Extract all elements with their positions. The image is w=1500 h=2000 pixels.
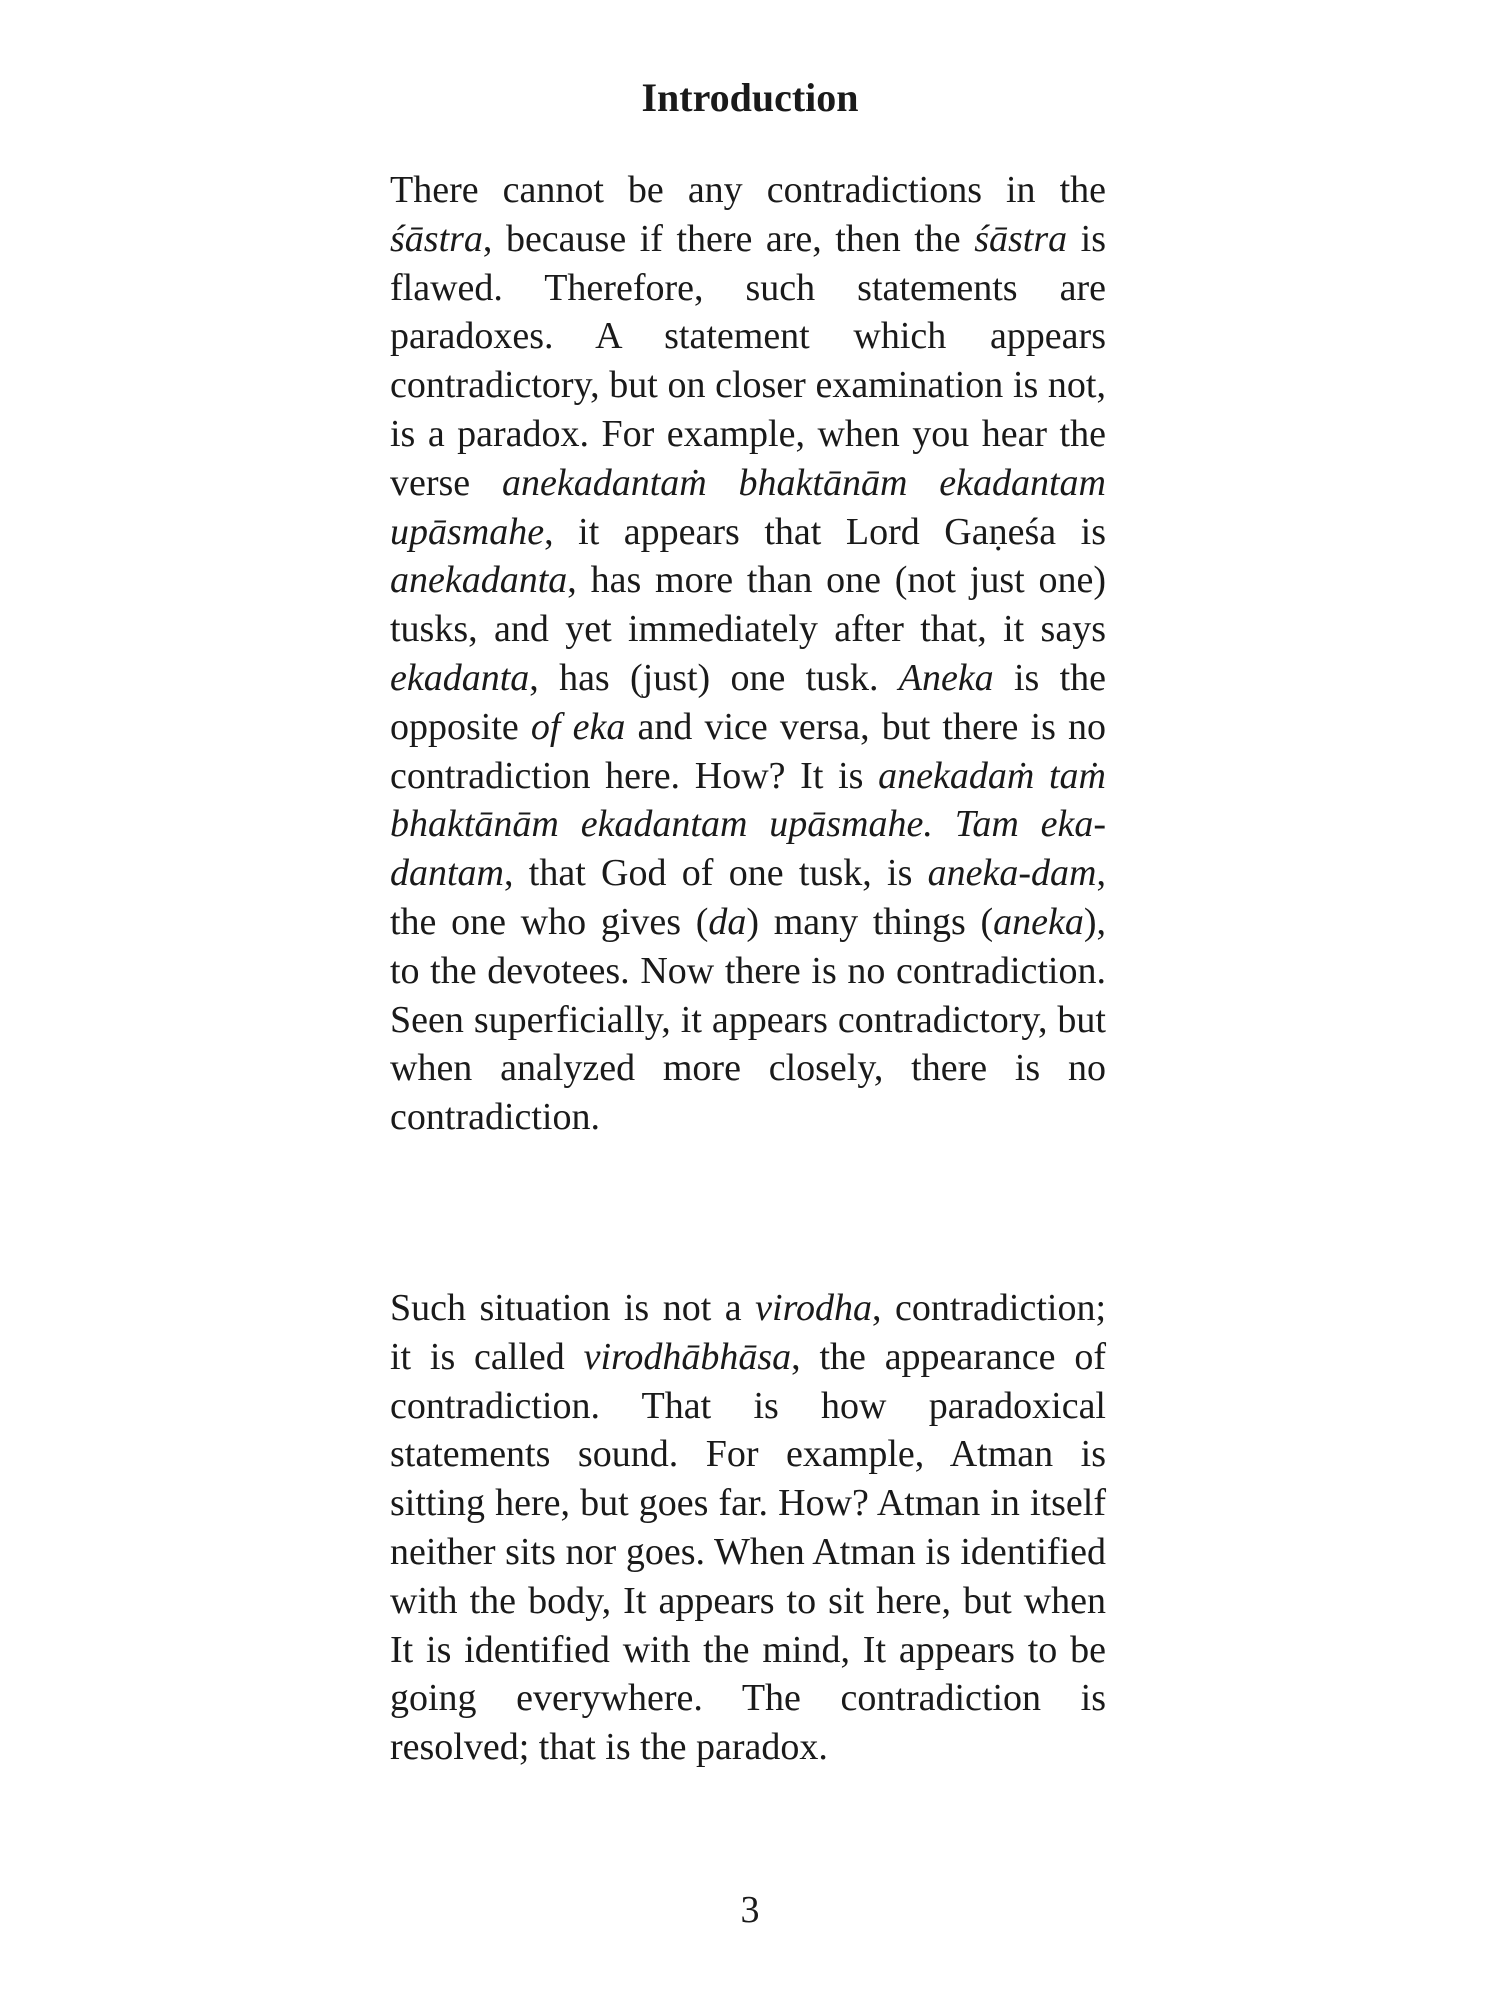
italic-term: aneka-dam xyxy=(927,852,1097,895)
italic-term: anekadaṁ taṁ bhaktānām ekadantam upāsmahe. Tam eka-dantam xyxy=(390,754,1106,895)
text-span: ), to the devotees. Now there is no contradiction. Seen superficially, it appears contradictory, but when analyzed more closely, there is no contradiction. xyxy=(390,900,1106,1139)
italic-term: śāstra xyxy=(390,217,483,260)
italic-term: da xyxy=(708,900,747,943)
paragraph-1 xyxy=(390,166,1106,1142)
text-span: , the appearance of contradiction. That is how paradoxical statements sound. For example, Atman is sitting here, but goes far. How? Atman in itself neither sits nor goes. When Atman is identified with the body, It appears to sit here, but when It is identified with the mind, It appears to be going everywhere. The contradiction is resolved; that is the paradox. xyxy=(390,1335,1106,1769)
italic-term: śāstra xyxy=(974,217,1068,260)
italic-term: aneka xyxy=(993,900,1084,943)
text-span: is flawed. Therefore, such statements are paradoxes. A statement which appears contradictory, but on closer examination is not, is a paradox. For example, when you hear the verse xyxy=(390,217,1106,504)
text-span: , it appears that Lord Gaṇeśa is xyxy=(544,510,1106,553)
italic-term: anekadanta xyxy=(390,559,568,602)
text-span: , because if there are, then the xyxy=(482,217,975,260)
italic-term: virodhābhāsa xyxy=(583,1335,792,1378)
text-span: , that God of one tusk, is xyxy=(504,852,928,895)
text-span: ) many things ( xyxy=(746,900,994,943)
italic-term: of eka xyxy=(530,705,626,748)
text-span: , has (just) one tusk. xyxy=(529,656,899,699)
text-span: and vice versa, but there is no contradiction here. How? It is xyxy=(390,705,1106,797)
paragraph-2 xyxy=(390,1284,1106,1772)
text-span: , has more than one (not just one) tusks, and yet immediately after that, it says xyxy=(390,559,1106,651)
italic-term: virodha xyxy=(755,1287,872,1329)
page-number: 3 xyxy=(740,1889,760,1931)
text-span: is the opposite xyxy=(390,656,1106,748)
text-span: , contradiction; it is called xyxy=(390,1287,1107,1378)
italic-term: anekadantaṁ bhaktānām ekadantam upāsmahe xyxy=(390,461,1106,553)
italic-term: ekadanta xyxy=(390,656,530,699)
page-title: Introduction xyxy=(641,75,859,120)
text-span: Such situation is not a xyxy=(390,1287,756,1329)
text-span: , the one who gives ( xyxy=(390,852,1106,943)
text-span: There cannot be any contradictions in the xyxy=(390,169,1106,211)
italic-term: Aneka xyxy=(898,656,994,699)
